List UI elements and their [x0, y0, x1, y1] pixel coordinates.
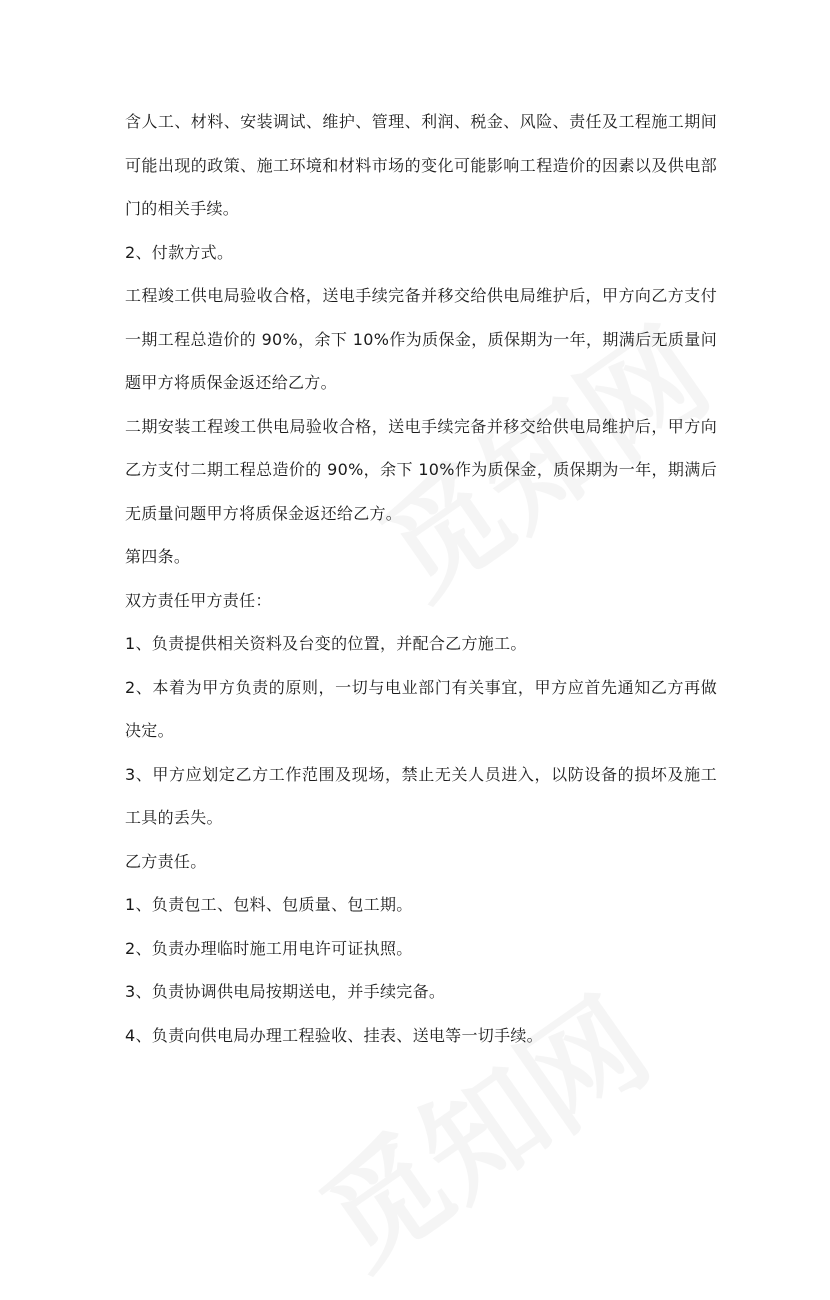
- party-b-item-3: 3、负责协调供电局按期送电，并手续完备。: [125, 982, 446, 1001]
- party-b-item-2: 2、负责办理临时施工用电许可证执照。: [125, 938, 413, 958]
- heading-party-a-responsibilities: 双方责任甲方责任：: [125, 590, 272, 610]
- heading-payment-method: 2、付款方式。: [125, 242, 234, 262]
- party-a-item-1: 1、负责提供相关资料及台变的位置，并配合乙方施工。: [125, 634, 527, 653]
- paragraph-scope-continued: 含人工、材料、安装调试、维护、管理、利润、税金、风险、责任及工程施工期间可能出现的政策、施工环境和材料市场的变化可能影响工程造价的因素以及供电部门的相关手续。: [125, 112, 717, 218]
- party-a-item-2: 2、本着为甲方负责的原则，一切与电业部门有关事宜，甲方应首先通知乙方再做决定。: [125, 677, 717, 740]
- paragraph-phase-one-payment: 工程竣工供电局验收合格，送电手续完备并移交给供电局维护后，甲方向乙方支付一期工程总造价的 90%，余下 10%作为质保金，质保期为一年，期满后无质量问题甲方将质保金返还给乙方。: [125, 286, 717, 392]
- party-b-item-1: 1、负责包工、包料、包质量、包工期。: [125, 895, 413, 914]
- party-a-item-3: 3、甲方应划定乙方工作范围及现场，禁止无关人员进入，以防设备的损坏及施工工具的丢失。: [125, 764, 717, 827]
- heading-party-b-responsibilities: 乙方责任。: [125, 851, 207, 871]
- heading-article-four: 第四条。: [125, 547, 191, 566]
- paragraph-phase-two-payment: 二期安装工程竣工供电局验收合格，送电手续完备并移交给供电局维护后，甲方向乙方支付二期工程总造价的 90%，余下 10%作为质保金，质保期为一年，期满后无质量问题甲方将质保金返还给乙方。: [125, 416, 717, 523]
- document-body: [125, 100, 717, 1057]
- party-b-item-4: 4、负责向供电局办理工程验收、挂表、送电等一切手续。: [125, 1025, 543, 1045]
